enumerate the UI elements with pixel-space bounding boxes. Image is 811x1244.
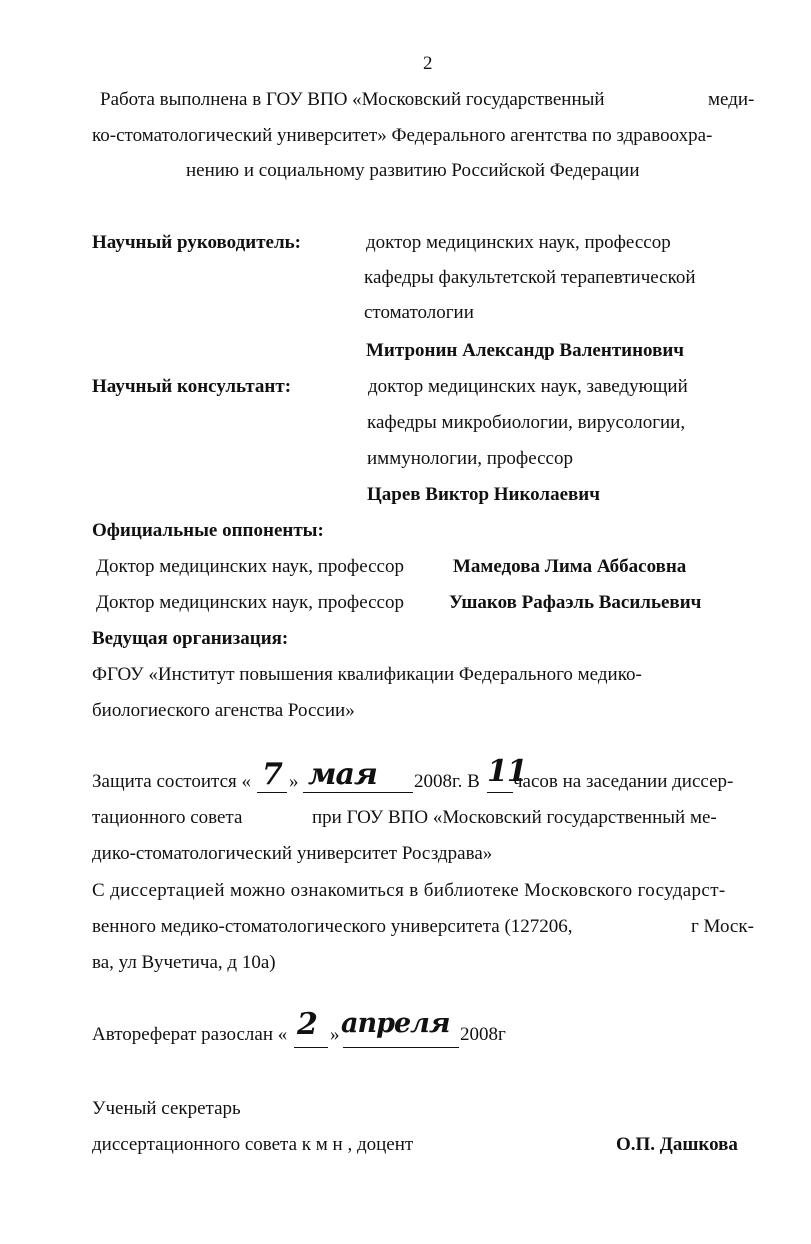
consultant-line-1: доктор медицинских наук, заведующий: [368, 376, 688, 397]
secretary-line-1: Ученый секретарь: [92, 1098, 241, 1119]
defense-line-2b: при ГОУ ВПО «Московский государственный ме-: [312, 807, 717, 828]
abstract-sent-start: Автореферат разослан «: [92, 1024, 288, 1045]
abstract-day-handwritten: 2: [297, 1007, 317, 1042]
defense-month-handwritten: мая: [308, 757, 377, 792]
intro-line-1a: Работа выполнена в ГОУ ВПО «Московский государственный: [100, 89, 605, 110]
lead-org-line-1: ФГОУ «Институт повышения квалификации Федерального медико-: [92, 664, 642, 685]
opponents-label: Официальные оппоненты:: [92, 520, 324, 541]
abstract-year: 2008г: [460, 1024, 506, 1045]
library-line-2a: венного медико-стоматологического университета (127206,: [92, 916, 573, 937]
library-line-3: ва, ул Вучетича, д 10а): [92, 952, 276, 973]
defense-hour-handwritten: 11: [487, 754, 527, 789]
page-number: 2: [423, 53, 433, 74]
lead-org-line-2: биологиеского агенства России»: [92, 700, 355, 721]
defense-line-1-end: часов на заседании диссер-: [513, 771, 734, 792]
supervisor-name: Митронин Александр Валентинович: [366, 340, 684, 361]
intro-line-2: ко-стоматологический университет» Федерального агентства по здравоохра-: [92, 125, 713, 146]
abstract-quote-close: »: [330, 1024, 340, 1045]
opponent-2-name: Ушаков Рафаэль Васильевич: [449, 592, 702, 613]
secretary-name: О.П. Дашкова: [616, 1134, 738, 1155]
supervisor-label: Научный руководитель:: [92, 232, 301, 253]
library-line-1: С диссертацией можно ознакомиться в библиотеке Московского государст-: [92, 880, 726, 901]
supervisor-line-1: доктор медицинских наук, профессор: [366, 232, 671, 253]
defense-year: 2008г. В: [414, 771, 480, 792]
abstract-month-handwritten: апреля: [341, 1008, 450, 1039]
opponent-1-title: Доктор медицинских наук, профессор: [96, 556, 404, 577]
defense-line-1-start: Защита состоится «: [92, 771, 251, 792]
lead-org-label: Ведущая организация:: [92, 628, 289, 649]
intro-line-3: нению и социальному развитию Российской Федерации: [186, 160, 640, 181]
supervisor-line-3: стоматологии: [364, 302, 474, 323]
defense-line-2a: тационного совета: [92, 807, 243, 828]
consultant-label: Научный консультант:: [92, 376, 292, 397]
defense-day-handwritten: 7: [262, 757, 282, 792]
library-line-2b: г Моск-: [691, 916, 754, 937]
supervisor-line-2: кафедры факультетской терапевтической: [364, 267, 696, 288]
defense-line-3: дико-стоматологический университет Росздрава»: [92, 843, 493, 864]
consultant-line-3: иммунологии, профессор: [367, 448, 573, 469]
secretary-line-2: диссертационного совета к м н , доцент: [92, 1134, 414, 1155]
defense-quote-close: »: [289, 771, 299, 792]
opponent-1-name: Мамедова Лима Аббасовна: [453, 556, 687, 577]
consultant-line-2: кафедры микробиологии, вирусологии,: [367, 412, 686, 433]
intro-line-1b: меди-: [708, 89, 755, 110]
opponent-2-title: Доктор медицинских наук, профессор: [96, 592, 404, 613]
consultant-name: Царев Виктор Николаевич: [367, 484, 600, 505]
